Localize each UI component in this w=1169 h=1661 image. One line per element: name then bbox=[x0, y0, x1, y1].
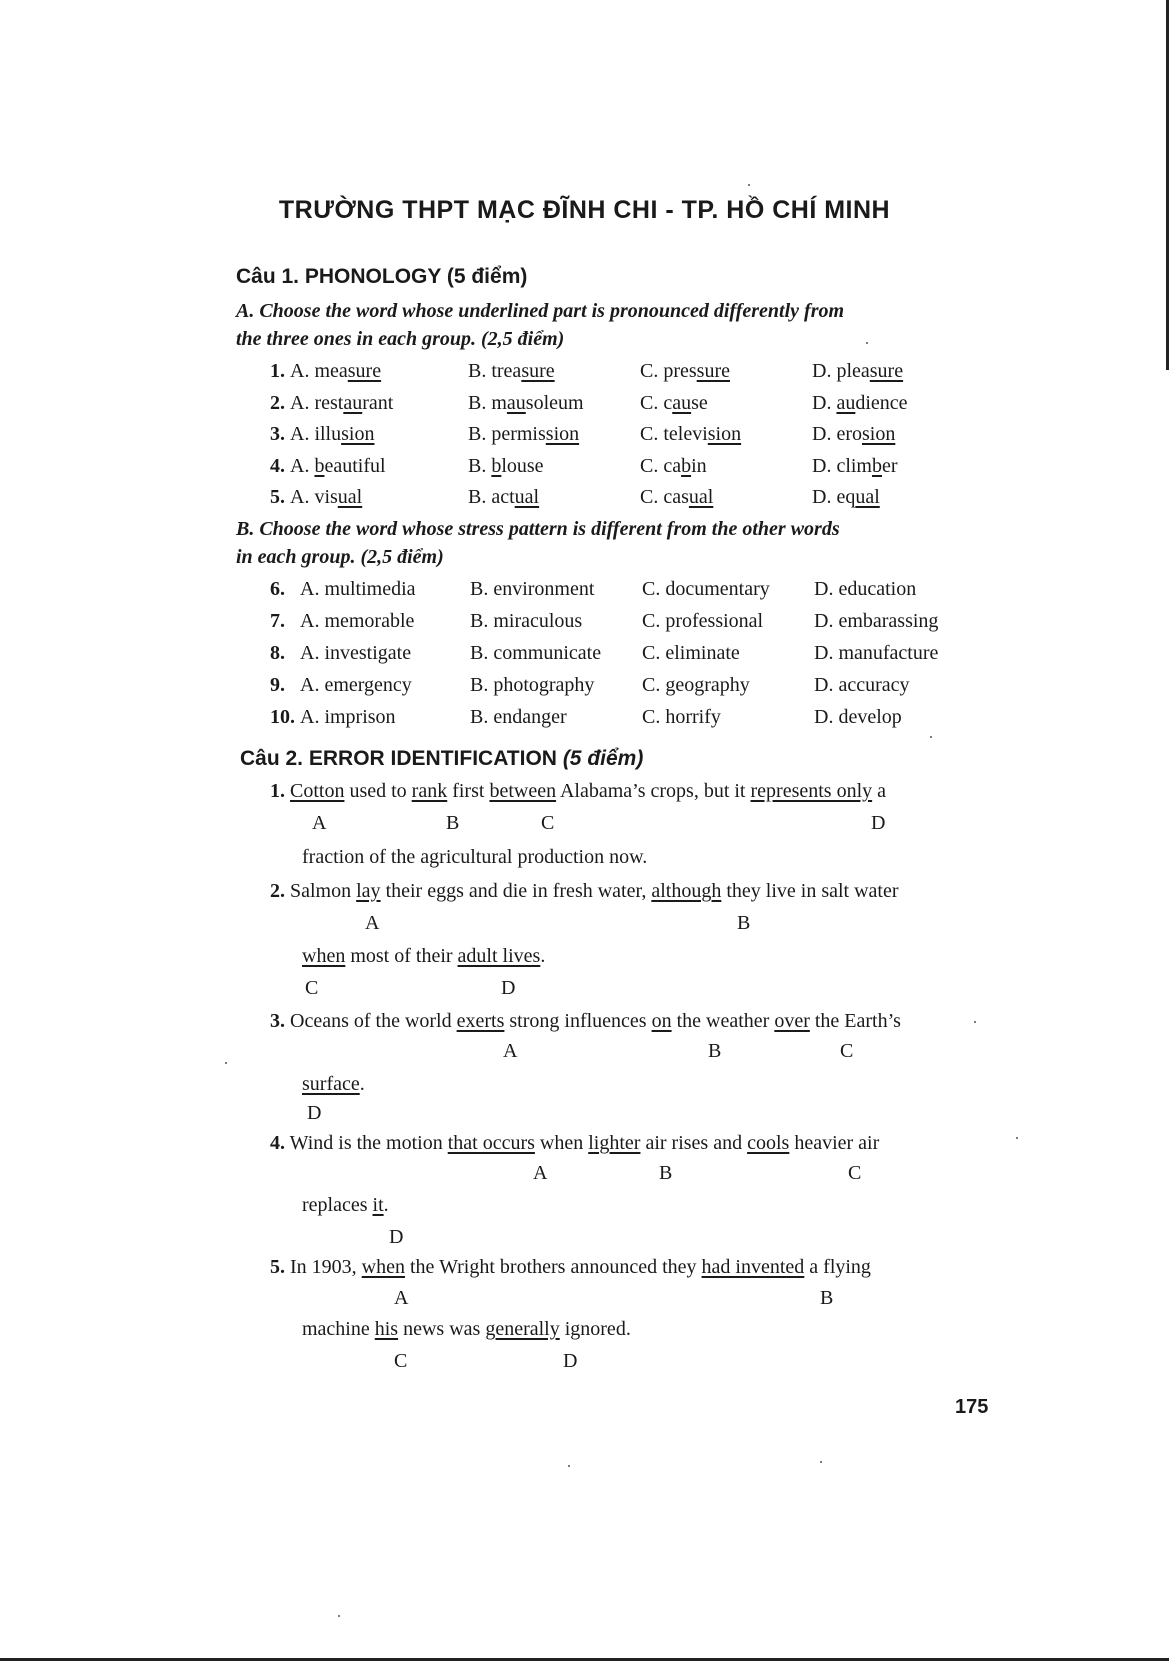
option-c: C. horrify bbox=[642, 706, 721, 728]
option-d bbox=[812, 486, 880, 509]
scan-speck bbox=[974, 1021, 976, 1023]
option-text: B. trea bbox=[468, 360, 522, 382]
option-text: eautiful bbox=[324, 454, 386, 477]
sentence-text: the weather bbox=[671, 1010, 775, 1032]
option-a bbox=[290, 486, 362, 509]
question-number: 10. bbox=[270, 706, 295, 728]
option-letter: C bbox=[840, 1040, 854, 1062]
question-line bbox=[270, 880, 899, 903]
option-d: D. accuracy bbox=[814, 674, 910, 696]
section1-heading-label: Câu 1. PHONOLOGY bbox=[236, 265, 441, 288]
underlined-part: ual bbox=[688, 486, 714, 508]
sentence-text: . bbox=[540, 945, 546, 967]
option-a bbox=[290, 360, 381, 383]
question-number: 5. bbox=[270, 1256, 285, 1278]
option-text: D. eq bbox=[812, 486, 856, 508]
option-a: A. imprison bbox=[300, 706, 396, 728]
option-b bbox=[468, 486, 539, 509]
sentence-text: strong influences bbox=[504, 1010, 652, 1032]
option-letter: B bbox=[708, 1040, 722, 1062]
option-d bbox=[812, 360, 903, 383]
option-letter: C bbox=[394, 1350, 408, 1372]
underlined-option: cools bbox=[747, 1132, 790, 1154]
option-c: C. geography bbox=[642, 674, 750, 696]
underlined-part: au bbox=[506, 391, 526, 414]
sentence-text: they live in salt water bbox=[721, 880, 899, 902]
sentence-text: first bbox=[447, 780, 490, 802]
underlined-part: sion bbox=[861, 423, 896, 445]
option-d bbox=[812, 423, 895, 446]
question-number: 3. bbox=[270, 1010, 285, 1032]
option-letter: B bbox=[659, 1162, 673, 1184]
underlined-option: his bbox=[374, 1318, 399, 1340]
option-d: D. manufacture bbox=[814, 642, 939, 664]
question-line-continued bbox=[302, 945, 545, 968]
option-letter: D bbox=[501, 977, 516, 999]
option-text: A. mea bbox=[290, 360, 348, 382]
section1-heading-points: (5 điểm) bbox=[446, 265, 528, 288]
sentence-text: ignored. bbox=[559, 1318, 631, 1340]
underlined-part: ual bbox=[514, 486, 540, 508]
option-a bbox=[290, 392, 393, 415]
option-text: C. cas bbox=[640, 486, 689, 508]
question-line-continued bbox=[302, 1194, 389, 1217]
option-letter: A bbox=[503, 1040, 518, 1062]
underlined-option: Cotton bbox=[290, 780, 345, 802]
underlined-part: b bbox=[872, 454, 882, 477]
sentence-text: the Earth’s bbox=[809, 1010, 901, 1032]
option-text: D. clim bbox=[812, 454, 872, 477]
sentence-text: heavier air bbox=[789, 1132, 880, 1154]
option-text: A. vis bbox=[290, 486, 338, 508]
option-text: B. act bbox=[468, 486, 515, 508]
option-b: B. miraculous bbox=[470, 610, 583, 632]
question-number: 2. bbox=[270, 391, 285, 414]
sentence-text: . bbox=[359, 1073, 365, 1095]
underlined-part: sure bbox=[869, 360, 904, 382]
option-text: rant bbox=[362, 391, 394, 414]
underlined-option: on bbox=[651, 1010, 672, 1032]
option-text: A. bbox=[290, 454, 315, 477]
underlined-option: lay bbox=[356, 880, 381, 902]
question-number: 7. bbox=[270, 610, 285, 632]
option-d: D. develop bbox=[814, 706, 902, 728]
option-b: B. environment bbox=[470, 578, 595, 600]
option-letter: C bbox=[848, 1162, 862, 1184]
underlined-part: sion bbox=[341, 423, 375, 445]
underlined-option: lighter bbox=[588, 1132, 641, 1154]
sentence-text: a bbox=[872, 780, 887, 802]
underlined-part: ual bbox=[337, 486, 363, 508]
section1-partB-instruction-1: B. Choose the word whose stress pattern is different from the other words bbox=[236, 518, 840, 540]
option-b bbox=[468, 360, 555, 383]
underlined-option: represents only bbox=[750, 780, 873, 802]
option-letter: B bbox=[820, 1287, 834, 1309]
underlined-part: sion bbox=[545, 423, 580, 445]
underlined-part: sure bbox=[521, 360, 555, 382]
section1-partB-instruction-2: in each group. (2,5 điểm) bbox=[236, 546, 444, 568]
option-d bbox=[812, 455, 898, 478]
question-line bbox=[270, 1256, 871, 1279]
option-letter: A bbox=[365, 912, 380, 934]
option-text: A. rest bbox=[290, 391, 344, 414]
option-d: D. education bbox=[814, 578, 917, 600]
option-a: A. multimedia bbox=[300, 578, 416, 600]
option-c: C. eliminate bbox=[642, 642, 740, 664]
underlined-option: generally bbox=[485, 1318, 560, 1340]
option-text: in bbox=[691, 454, 707, 477]
underlined-option: it bbox=[372, 1194, 384, 1216]
option-text: dience bbox=[855, 391, 908, 414]
option-c bbox=[640, 455, 707, 478]
underlined-option: that occurs bbox=[447, 1132, 535, 1154]
option-text: se bbox=[691, 391, 708, 414]
option-text: B. permis bbox=[468, 423, 546, 445]
sentence-text: fraction of the agricultural production now. bbox=[302, 846, 648, 868]
sentence-text: Wind is the motion bbox=[289, 1132, 448, 1154]
option-letter: D bbox=[563, 1350, 578, 1372]
option-letter: B bbox=[737, 912, 751, 934]
question-line bbox=[270, 1132, 879, 1155]
option-text: D. ero bbox=[812, 423, 862, 445]
sentence-text: most of their bbox=[345, 945, 458, 967]
scan-speck bbox=[225, 1062, 227, 1064]
question-line-continued bbox=[302, 1073, 365, 1096]
underlined-option: when bbox=[361, 1256, 405, 1278]
option-d: D. embarassing bbox=[814, 610, 939, 632]
option-c bbox=[640, 360, 730, 383]
sentence-text: Alabama’s crops, but it bbox=[556, 780, 751, 802]
underlined-part: ual bbox=[855, 486, 880, 508]
scan-speck bbox=[866, 342, 868, 344]
scan-speck bbox=[930, 736, 932, 738]
scan-speck bbox=[338, 1615, 340, 1617]
sentence-text: replaces bbox=[302, 1194, 373, 1216]
underlined-part: au bbox=[836, 391, 856, 414]
underlined-option: over bbox=[774, 1010, 810, 1032]
option-letter: A bbox=[312, 812, 327, 834]
option-text: C. c bbox=[640, 391, 673, 414]
underlined-option: although bbox=[651, 880, 722, 902]
sentence-text: when bbox=[534, 1132, 589, 1154]
option-a: A. memorable bbox=[300, 610, 415, 632]
option-a: A. investigate bbox=[300, 642, 412, 664]
question-number: 9. bbox=[270, 674, 285, 696]
question-number: 4. bbox=[270, 454, 285, 477]
sentence-text: used to bbox=[344, 780, 412, 802]
question-number: 6. bbox=[270, 578, 285, 600]
underlined-part: sure bbox=[696, 360, 730, 382]
option-b bbox=[468, 392, 584, 415]
sentence-text: the Wright brothers announced they bbox=[405, 1256, 702, 1278]
sentence-text: air rises and bbox=[640, 1132, 748, 1154]
question-number: 1. bbox=[270, 780, 285, 802]
option-b bbox=[468, 423, 579, 446]
option-c: C. documentary bbox=[642, 578, 770, 600]
sentence-text: Salmon bbox=[290, 880, 357, 902]
underlined-part: sion bbox=[707, 423, 742, 445]
question-number: 5. bbox=[270, 486, 285, 508]
sentence-text: Oceans of the world bbox=[290, 1010, 457, 1032]
question-line-continued bbox=[302, 846, 647, 869]
option-d bbox=[812, 392, 908, 415]
question-number: 1. bbox=[270, 360, 285, 382]
underlined-option: adult lives bbox=[457, 945, 541, 967]
underlined-option: surface bbox=[302, 1073, 360, 1095]
sentence-text: machine bbox=[302, 1318, 375, 1340]
option-text: A. illu bbox=[290, 423, 342, 445]
underlined-part: sure bbox=[347, 360, 382, 382]
option-text: C. pres bbox=[640, 360, 697, 382]
option-text: louse bbox=[501, 454, 544, 477]
option-b: B. photography bbox=[470, 674, 595, 696]
option-letter: D bbox=[871, 812, 886, 834]
underlined-part: au bbox=[343, 391, 363, 414]
option-text: C. ca bbox=[640, 454, 682, 477]
underlined-part: au bbox=[672, 391, 692, 414]
question-line bbox=[270, 780, 886, 803]
option-letter: A bbox=[533, 1162, 548, 1184]
section2-heading-label: Câu 2. ERROR IDENTIFICATION bbox=[240, 747, 557, 770]
option-letter: C bbox=[541, 812, 555, 834]
option-text: D. bbox=[812, 391, 837, 414]
sentence-text: In 1903, bbox=[290, 1256, 362, 1278]
option-letter: D bbox=[389, 1226, 404, 1248]
page-number: 175 bbox=[955, 1396, 989, 1418]
page-title: TRƯỜNG THPT MẠC ĐĨNH CHI - TP. HỒ CHÍ MINH bbox=[278, 196, 891, 224]
sentence-text: news was bbox=[398, 1318, 486, 1340]
option-text: C. televi bbox=[640, 423, 708, 445]
underlined-option: had invented bbox=[701, 1256, 805, 1278]
option-letter: C bbox=[305, 977, 319, 999]
scan-speck bbox=[820, 1461, 822, 1463]
option-letter: A bbox=[394, 1287, 409, 1309]
underlined-option: exerts bbox=[456, 1010, 505, 1032]
option-b: B. endanger bbox=[470, 706, 567, 728]
underlined-option: between bbox=[489, 780, 557, 802]
underlined-part: b bbox=[314, 454, 325, 477]
option-text: er bbox=[882, 454, 898, 477]
option-text: B. m bbox=[468, 391, 507, 414]
section1-partA-instruction-1: A. Choose the word whose underlined part is pronounced differently from bbox=[236, 300, 845, 322]
underlined-part: b bbox=[491, 454, 502, 477]
option-c: C. professional bbox=[642, 610, 764, 632]
question-line-continued bbox=[302, 1318, 631, 1341]
option-letter: B bbox=[446, 812, 460, 834]
section2-heading bbox=[240, 747, 643, 771]
scan-speck bbox=[748, 184, 750, 186]
underlined-part: b bbox=[681, 454, 692, 477]
section1-heading bbox=[236, 265, 527, 289]
option-text: D. plea bbox=[812, 360, 870, 382]
sentence-text: their eggs and die in fresh water, bbox=[380, 880, 652, 902]
question-number: 3. bbox=[270, 423, 285, 445]
question-line bbox=[270, 1010, 901, 1033]
option-c bbox=[640, 392, 708, 415]
question-number: 2. bbox=[270, 880, 285, 902]
sentence-text: a flying bbox=[804, 1256, 871, 1278]
option-a: A. emergency bbox=[300, 674, 412, 696]
section2-heading-points: (5 điểm) bbox=[562, 747, 644, 770]
option-letter: D bbox=[307, 1102, 322, 1124]
option-c bbox=[640, 486, 713, 509]
option-a bbox=[290, 455, 386, 478]
underlined-option: when bbox=[302, 945, 346, 967]
option-b bbox=[468, 455, 544, 478]
section1-partA-instruction-2: the three ones in each group. (2,5 điểm) bbox=[236, 328, 565, 350]
option-text: B. bbox=[468, 454, 492, 477]
option-a bbox=[290, 423, 374, 446]
question-number: 4. bbox=[270, 1132, 285, 1154]
scan-speck bbox=[1016, 1137, 1018, 1139]
option-text: soleum bbox=[525, 391, 584, 414]
sentence-text: . bbox=[383, 1194, 389, 1216]
question-number: 8. bbox=[270, 642, 285, 664]
option-b: B. communicate bbox=[470, 642, 602, 664]
option-c bbox=[640, 423, 741, 446]
underlined-option: rank bbox=[411, 780, 448, 802]
scan-speck bbox=[568, 1465, 570, 1467]
